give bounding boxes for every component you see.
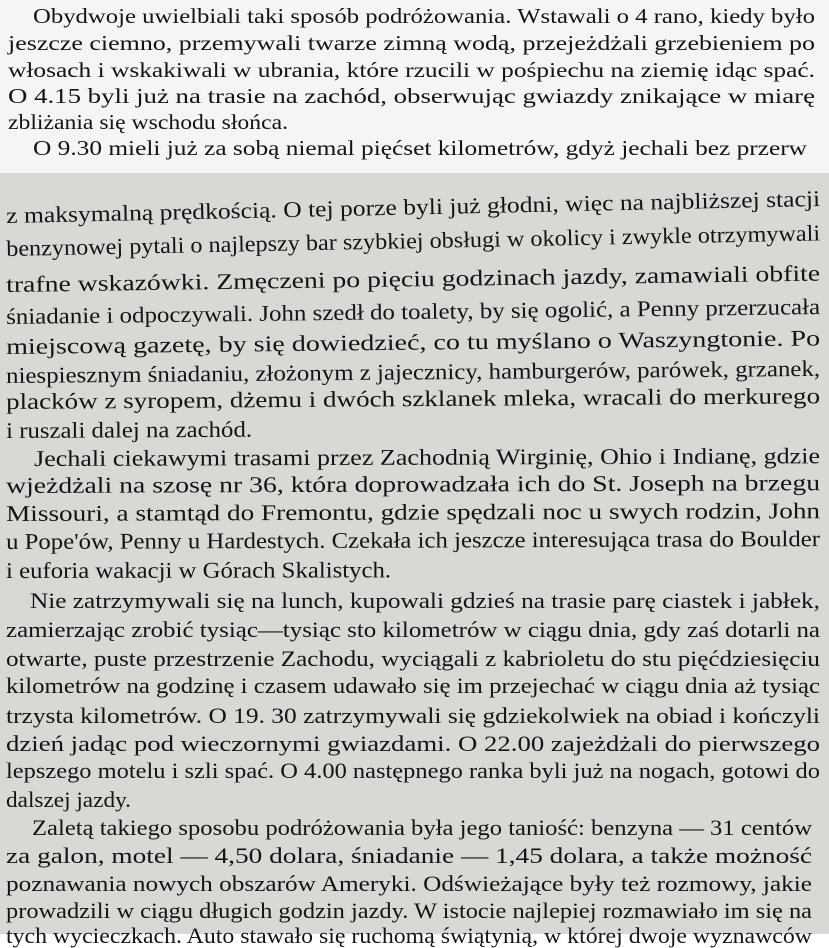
body-text-line-26: tych wycieczkach. Auto stawało się ruchomą świątynią, w której dwoje wyznawców [6,923,812,948]
body-text-line-17: kilometrów na godzinę i czasem udawało się im przejechać w ciągu dnia aż tysiąc [6,673,821,698]
body-text-line-15: zamierzając zrobić tysiąc—tysiąc sto kilometrów w ciągu dnia, gdy zaś dotarli na [6,617,820,642]
body-text-line-3: trafne wskazówki. Zmęczeni po pięciu godzinach jazdy, zamawiali obfite [5,260,821,297]
body-text-line-6: niespiesznym śniadaniu, złożonym z jajecznicy, hamburgerów, parówek, grzanek, [5,355,821,388]
top-text-line-2: jeszcze ciemno, przemywali twarze zimną wodą, przejeżdżali grzebieniem po [8,31,815,55]
body-text-line-14: Nie zatrzymywali się na lunch, kupowali gdzieś na trasie parę ciastek i jabłek, [30,588,820,613]
body-text-line-11: Missouri, a stamtąd do Fremontu, gdzie spędzali noc u swych rodzin, John [5,498,821,526]
body-text-line-10: wjeżdżali na szosę nr 36, która doprowadzała ich do St. Joseph na brzegu [5,470,821,498]
body-text-line-9: Jechali ciekawymi trasami przez Zachodnią Wirginię, Ohio i Indianę, gdzie [33,443,821,471]
body-text-line-21: dalszej jazdy. [6,787,131,812]
top-text-line-4: O 4.15 byli już na trasie na zachód, obserwując gwiazdy znikające w miarę [8,84,815,108]
body-text-line-2: benzynowej pytali o najlepszy bar szybkiej obsługi w okolicy i zwykle otrzymywali [5,220,821,261]
body-text-line-8: i ruszali dalej na zachód. [5,416,253,443]
body-text-line-12: u Pope'ów, Penny u Hardestych. Czekała ich jeszcze interesująca trasa do Boulder [5,526,821,554]
body-text-line-4: śniadanie i odpoczywali. John szedł do toalety, by się ogolić, a Penny przerzucała [5,294,821,329]
body-text-line-25: prowadzili w ciągu długich godzin jazdy. W istocie najlepiej rozmawiało im się na [6,898,812,923]
body-text-line-24: poznawania nowych obszarów Ameryki. Odświeżające były też rozmowy, jakie [6,871,812,896]
body-text-line-20: lepszego motelu i szli spać. O 4.00 następnego ranka byli już na nogach, gotowi do [6,758,821,783]
top-text-line-5: zbliżania się wschodu słońca. [8,110,288,134]
top-text-line-6: O 9.30 mieli już za sobą niemal pięćset kilometrów, gdyż jechali bez przerw [33,136,807,160]
top-text-line-1: Obydwoje uwielbiali taki sposób podróżowania. Wstawali o 4 rano, kiedy było [33,4,815,28]
body-text-line-22: Zaletą takiego sposobu podróżowania była jego taniość: benzyna — 31 centów [32,815,812,840]
body-text-line-7: placków z syropem, dżemu i dwóch szklanek mleka, wracali do merkurego [5,383,821,414]
body-text-line-16: otwarte, puste przestrzenie Zachodu, wyciągali z kabrioletu do stu pięćdziesięciu [6,646,820,671]
body-text-line-1: z maksymalną prędkością. O tej porze byli już głodni, więc na najbliższej stacji [5,185,821,228]
body-text-line-23: za galon, motel — 4,50 dolara, śniadanie — 1,45 dolara, a także możność [6,843,812,868]
body-text-line-13: i euforia wakacji w Górach Skalistych. [5,557,392,583]
top-text-line-3: włosach i wskakiwali w ubrania, które rzucili w pośpiechu na ziemię idąc spać. [8,58,815,82]
body-text-line-5: miejscową gazetę, by się dowiedzieć, co tu myślano o Waszyngtonie. Po [5,325,821,359]
body-text-line-19: dzień jadąc pod wieczornymi gwiazdami. O 22.00 zajeżdżali do pierwszego [6,731,820,756]
body-text-line-18: trzysta kilometrów. O 19. 30 zatrzymywali się gdziekolwiek na obiad i kończyli [6,703,820,728]
